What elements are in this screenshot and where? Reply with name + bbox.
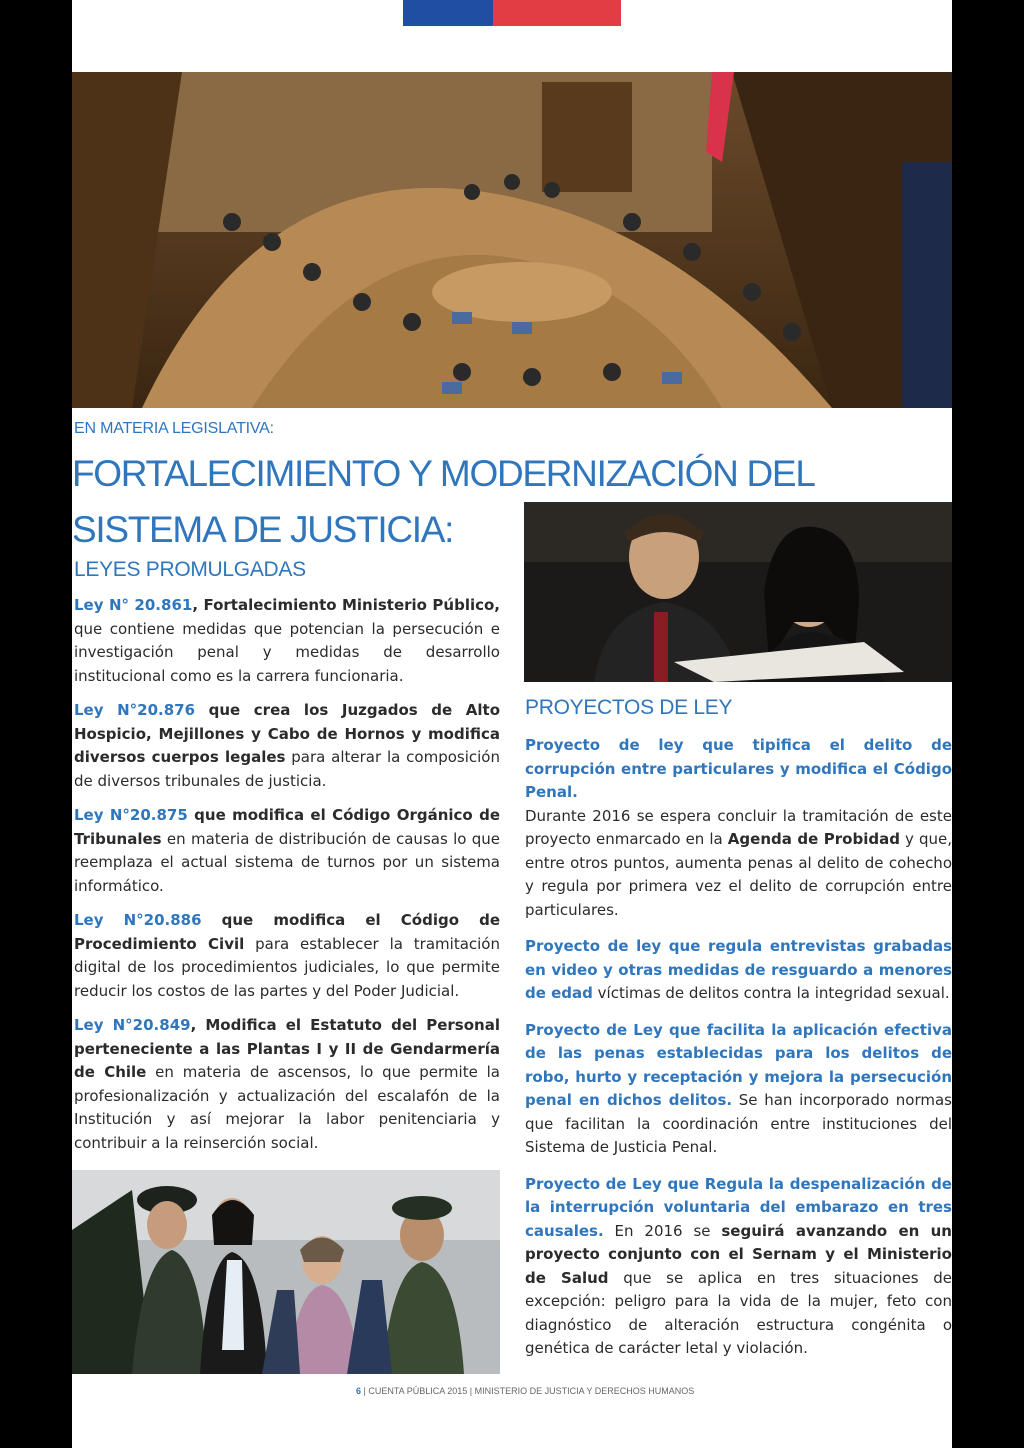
promulgated-laws-list bbox=[74, 594, 500, 1166]
ceremony-photo bbox=[72, 1170, 500, 1374]
list-item: Proyecto de ley que tipifica el delito de corrupción entre particulares y modifica el Código Penal. Durante 2016 se espera concluir la tramitación de este proyecto enmarcado en la Agenda de Probidad y que, entre otros puntos, aumenta penas al delito de cohecho y regula por primera vez el delito de corrupción entre particulares. bbox=[525, 736, 952, 919]
page-number: 6 bbox=[356, 1386, 362, 1396]
list-item: Ley N°20.875 que modifica el Código Orgánico de Tribunales en materia de distribución de causas lo que reemplaza el actual sistema de turnos por un sistema informático. bbox=[74, 806, 500, 895]
list-item: Ley N°20.849, Modifica el Estatuto del Personal perteneciente a las Plantas I y II de Gendarmería de Chile en materia de ascensos, lo que permite la profesionalización y actualización del escalafón de la Institución y así mejorar la labor penitenciaria y contribuir a la reinserción social. bbox=[74, 1016, 500, 1152]
page-title: FORTALECIMIENTO Y MODERNIZACIÓN DEL SISTEMA DE JUSTICIA: bbox=[72, 453, 814, 550]
document-page bbox=[72, 0, 952, 1448]
officials-photo bbox=[524, 502, 952, 682]
list-item: Ley N°20.886 que modifica el Código de Procedimiento Civil para establecer la tramitación digital de los procedimientos judiciales, lo que permite reducir los costos de las partes y del Poder Judicial. bbox=[74, 911, 501, 1000]
list-item: Proyecto de Ley que Regula la despenalización de la interrupción voluntaria del embarazo en tres causales. En 2016 se seguirá avanzando en un proyecto conjunto con el Sernam y el Ministerio de Salud que se aplica en tres situaciones de excepción: peligro para la vida de la mujer, feto con diagnóstico de alteración estructura congénita o genética de carácter letal y violación. bbox=[525, 1174, 952, 1357]
senate-chamber-photo bbox=[72, 72, 952, 408]
bills-heading: PROYECTOS DE LEY bbox=[525, 696, 733, 719]
list-item: Proyecto de Ley que facilita la aplicación efectiva de las penas establecidas para los delitos de robo, hurto y receptación y mejora la persecución penal en dichos delitos. Se han incorporado normas que facilitan la coordinación entre instituciones del Sistema de Justicia Penal. bbox=[525, 1020, 952, 1156]
footer-text: | CUENTA PÚBLICA 2015 | MINISTERIO DE JUSTICIA Y DERECHOS HUMANOS bbox=[361, 1386, 695, 1396]
list-item: Ley N°20.876 que crea los Juzgados de Alto Hospicio, Mejillones y Cabo de Hornos y modifica diversos cuerpos legales para alterar la composición de diversos tribunales de justicia. bbox=[74, 701, 500, 790]
section-kicker: EN MATERIA LEGISLATIVA: bbox=[74, 420, 274, 437]
list-item: Proyecto de ley que regula entrevistas grabadas en video y otras medidas de resguardo a menores de edad víctimas de delitos contra la integridad sexual. bbox=[525, 937, 952, 1002]
page-footer bbox=[72, 1384, 952, 1448]
bills-list bbox=[525, 734, 952, 1374]
flag-red-stripe bbox=[493, 0, 621, 26]
list-item: Ley N° 20.861, Fortalecimiento Ministerio Público, que contiene medidas que potencian la persecución e investigación penal y medidas de desarrollo institucional como es la carrera funcionaria. bbox=[74, 596, 501, 685]
flag-blue-stripe bbox=[403, 0, 493, 26]
promulgated-laws-heading: LEYES PROMULGADAS bbox=[74, 558, 306, 581]
